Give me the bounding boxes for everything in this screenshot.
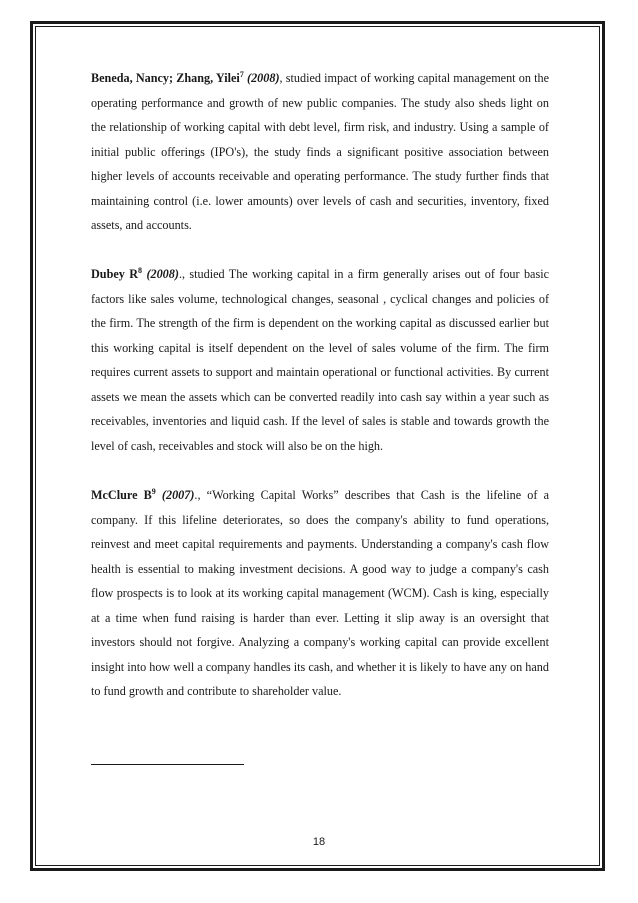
paragraph-text: ., studied The working capital in a firm generally arises out of four basic factors like sales volume, technological changes, seasonal , cyclical changes and policies of the firm. The strength of the firm is dependent on the working capital as discussed earlier but this working capital is itself dependent on the level of sales volume of the firm. The firm requires current assets to support and maintain operational or functional activities. By current assets we mean the assets which can be converted readily into cash say within a year such as receivables, inventories and liquid cash. If the level of sales is stable and towards growth the level of cash, receivables and stock will also be on the high.: [91, 267, 550, 453]
citation-author: McClure B: [91, 488, 152, 502]
citation-year: (2008): [247, 71, 280, 85]
citation-author: Beneda, Nancy; Zhang, Yilei: [91, 71, 240, 85]
citation-year: (2007): [161, 488, 195, 502]
paragraph-beneda-zhang: [91, 66, 549, 238]
footnote-separator: [91, 764, 244, 765]
footnote-ref: 7: [239, 69, 244, 79]
footnote-ref: 9: [151, 486, 156, 496]
citation-author: Dubey R: [91, 267, 139, 281]
paragraph-text: , studied impact of working capital management on the operating performance and growth of new public companies. The study also sheds light on the relationship of working capital with debt level, firm risk, and industry. Using a sample of initial public offerings (IPO's), the study finds a significant positive association between higher levels of accounts receivable and operating performance. The study further finds that maintaining control (i.e. lower amounts) over levels of cash and securities, inventory, fixed assets, and accounts.: [91, 71, 550, 232]
paragraph-mcclure: [91, 483, 549, 704]
page-number: 18: [312, 836, 326, 848]
citation-year: (2008): [146, 267, 179, 281]
paragraph-dubey: [91, 262, 549, 458]
footnote-ref: 8: [138, 265, 143, 275]
paragraph-text: ., “Working Capital Works” describes that Cash is the lifeline of a company. If this lifeline deteriorates, so does the company's ability to fund operations, reinvest and meet capital requirements and payments. Understanding a company's cash flow health is essential to making investment decisions. A good way to judge a company's cash flow prospects is to look at its working capital management (WCM). Cash is king, especially at a time when fund raising is harder than ever. Letting it slip away is an oversight that investors should not forgive. Analyzing a company's working capital can provide excellent insight into how well a company handles its cash, and whether it is likely to have any on hand to fund growth and contribute to shareholder value.: [91, 488, 549, 698]
